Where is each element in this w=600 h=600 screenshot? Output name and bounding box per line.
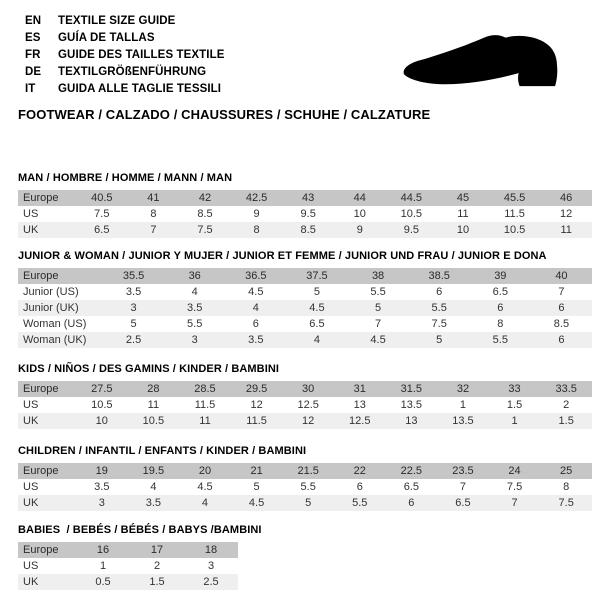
row-label: US: [23, 399, 39, 411]
size-table-man: [18, 172, 592, 238]
row-label: Woman (US): [23, 318, 87, 330]
size-cell: 5: [305, 497, 312, 509]
size-cell: 1: [511, 415, 518, 427]
size-cell: 7: [459, 481, 467, 493]
shoe-icon: [392, 18, 580, 102]
size-cell: 12: [560, 208, 573, 220]
size-cell: 3.5: [187, 302, 203, 314]
size-cell: 11: [457, 208, 469, 220]
size-cell: 37.5: [306, 270, 328, 282]
size-cell: 8: [150, 208, 157, 220]
size-cell: 28.5: [194, 383, 216, 395]
size-cell: 10.5: [400, 208, 423, 220]
size-cell: 11.5: [194, 399, 216, 411]
size-cell: 7: [375, 318, 382, 330]
size-cell: 45.5: [503, 192, 526, 204]
size-cell: 16: [96, 544, 110, 556]
size-cell: 6.5: [403, 481, 419, 493]
size-cell: 8.5: [300, 224, 316, 236]
row-label: UK: [23, 497, 39, 509]
size-cell: 7.5: [197, 224, 213, 236]
size-cell: 20: [198, 465, 212, 477]
size-cell: 13.5: [452, 415, 474, 427]
table-title: BABIES / BEBÉS / BÉBÉS / BABYS /BAMBINI: [18, 524, 262, 536]
language-label: TEXTILE SIZE GUIDE: [58, 15, 176, 27]
table-row: [18, 397, 592, 413]
row-label: UK: [23, 576, 39, 588]
table-row: [18, 463, 592, 479]
size-cell: 10: [95, 415, 108, 427]
table-row: [18, 381, 592, 397]
size-cell: 4: [191, 286, 198, 298]
size-cell: 6.5: [309, 318, 325, 330]
language-code: ES: [25, 32, 41, 44]
size-cell: 5.5: [187, 318, 203, 330]
size-cell: 3: [191, 334, 198, 346]
size-cell: 5: [375, 302, 382, 314]
row-label: US: [23, 560, 39, 572]
size-cell: 2.5: [125, 334, 142, 346]
size-cell: 31: [353, 383, 366, 395]
size-cell: 6: [558, 302, 565, 314]
size-cell: 9.5: [300, 208, 316, 220]
table-row: [18, 495, 592, 511]
row-label: Europe: [23, 544, 59, 556]
size-cell: 5.5: [352, 497, 368, 509]
size-cell: 43: [302, 192, 315, 204]
size-cell: 6: [408, 497, 415, 509]
size-cell: 4: [313, 334, 320, 346]
size-cell: 5.5: [492, 334, 508, 346]
size-cell: 13: [405, 415, 418, 427]
size-cell: 12: [302, 415, 315, 427]
row-label: Woman (UK): [23, 334, 87, 346]
size-cell: 21: [250, 465, 263, 477]
size-cell: 6.5: [455, 497, 471, 509]
size-cell: 7: [511, 497, 518, 509]
size-cell: 33.5: [555, 383, 577, 395]
size-cell: 6: [252, 318, 259, 330]
size-cell: 2: [563, 399, 570, 411]
size-cell: 5.5: [431, 302, 447, 314]
size-cell: 11: [147, 399, 160, 411]
size-cell: 0.5: [95, 576, 111, 588]
size-cell: 4.5: [248, 497, 265, 509]
size-cell: 9: [253, 208, 260, 220]
size-cell: 1: [99, 560, 107, 572]
table-row: [18, 479, 592, 495]
size-cell: 29.5: [245, 383, 268, 395]
language-code: EN: [25, 15, 42, 27]
size-cell: 3: [207, 560, 215, 572]
size-cell: 10.5: [91, 399, 113, 411]
size-cell: 32: [456, 383, 470, 395]
size-cell: 3.5: [125, 286, 142, 298]
table-row: [18, 558, 238, 574]
table-row: [18, 413, 592, 429]
size-cell: 6.5: [94, 224, 110, 236]
size-cell: 38.5: [428, 270, 450, 282]
size-cell: 44.5: [400, 192, 423, 204]
size-cell: 3.5: [145, 497, 162, 509]
size-cell: 3.5: [248, 334, 264, 346]
size-cell: 2.5: [203, 576, 219, 588]
size-cell: 33: [508, 383, 521, 395]
size-cell: 4.5: [248, 286, 264, 298]
size-cell: 6: [356, 481, 363, 493]
table-title: CHILDREN / INFANTIL / ENFANTS / KINDER / BAMBINI: [18, 445, 307, 457]
size-cell: 21.5: [297, 465, 319, 477]
table-row: [18, 190, 592, 206]
size-cell: 8.5: [197, 208, 213, 220]
size-cell: 22: [353, 465, 366, 477]
size-cell: 45: [456, 192, 470, 204]
language-label: GUIDA ALLE TAGLIE TESSILI: [58, 83, 222, 95]
size-cell: 19: [95, 465, 108, 477]
size-cell: 6: [436, 286, 443, 298]
size-cell: 46: [560, 192, 573, 204]
size-cell: 17: [150, 544, 164, 556]
size-cell: 5: [313, 286, 320, 298]
size-cell: 5.5: [370, 286, 386, 298]
size-cell: 11.5: [246, 415, 267, 427]
size-cell: 7: [558, 286, 565, 298]
size-cell: 8.5: [553, 318, 570, 330]
table-title: JUNIOR & WOMAN / JUNIOR Y MUJER / JUNIOR ET FEMME / JUNIOR UND FRAU / JUNIOR E DONA: [18, 250, 547, 262]
size-cell: 10.5: [503, 224, 526, 236]
table-row: [18, 316, 592, 332]
size-cell: 11: [199, 415, 211, 427]
size-cell: 44: [353, 192, 366, 204]
size-cell: 5: [130, 318, 137, 330]
size-cell: 8: [497, 318, 504, 330]
size-cell: 10: [456, 224, 470, 236]
size-cell: 23.5: [452, 465, 474, 477]
row-label: US: [23, 208, 39, 220]
size-cell: 12: [250, 399, 263, 411]
size-cell: 6: [558, 334, 565, 346]
size-cell: 19.5: [142, 465, 165, 477]
row-label: Europe: [23, 383, 59, 395]
size-cell: 12.5: [297, 399, 319, 411]
row-label: Junior (US): [23, 286, 79, 298]
size-tables: [18, 172, 592, 590]
language-code: DE: [25, 66, 42, 78]
size-cell: 1.5: [149, 576, 165, 588]
table-row: [18, 300, 592, 316]
table-row: [18, 222, 592, 238]
size-cell: 35.5: [122, 270, 145, 282]
size-cell: 11: [560, 224, 572, 236]
row-label: Europe: [23, 270, 59, 282]
size-cell: 5: [436, 334, 443, 346]
language-label: GUIDE DES TAILLES TEXTILE: [58, 49, 225, 61]
size-cell: 18: [204, 544, 218, 556]
size-cell: 41: [147, 192, 160, 204]
size-table-children: [18, 445, 592, 511]
size-cell: 13.5: [400, 399, 423, 411]
size-cell: 42: [198, 192, 212, 204]
size-cell: 39: [494, 270, 507, 282]
size-cell: 6: [497, 302, 504, 314]
row-label: Europe: [23, 465, 59, 477]
size-cell: 22.5: [400, 465, 423, 477]
size-cell: 36.5: [245, 270, 267, 282]
size-cell: 27.5: [91, 383, 113, 395]
size-cell: 4.5: [309, 302, 325, 314]
size-cell: 36: [188, 270, 201, 282]
size-cell: 7.5: [558, 497, 574, 509]
size-cell: 38: [371, 270, 385, 282]
size-grid: [18, 463, 592, 511]
language-code: IT: [25, 83, 36, 95]
row-label: UK: [23, 224, 39, 236]
size-cell: 1.5: [506, 399, 523, 411]
size-cell: 9: [356, 224, 363, 236]
size-cell: 6.5: [492, 286, 508, 298]
row-label: UK: [23, 415, 39, 427]
language-code: FR: [25, 49, 41, 61]
table-title: KIDS / NIÑOS / DES GAMINS / KINDER / BAMBINI: [18, 363, 280, 375]
size-cell: 28: [147, 383, 160, 395]
size-cell: 10: [353, 208, 366, 220]
size-cell: 3.5: [94, 481, 110, 493]
size-cell: 7.5: [94, 208, 110, 220]
size-cell: 3: [98, 497, 105, 509]
table-row: [18, 284, 592, 300]
size-cell: 24: [508, 465, 521, 477]
size-table-junior-woman: [18, 250, 592, 348]
size-cell: 40.5: [91, 192, 113, 204]
size-cell: 7.5: [506, 481, 523, 493]
size-table-kids: [18, 363, 592, 429]
size-cell: 12.5: [349, 415, 371, 427]
table-row: [18, 268, 592, 284]
size-cell: 13: [353, 399, 366, 411]
table-title: MAN / HOMBRE / HOMME / MANN / MAN: [18, 172, 233, 184]
size-cell: 4: [150, 481, 157, 493]
row-label: Junior (UK): [23, 302, 79, 314]
language-label: TEXTILGRÖßENFÜHRUNG: [58, 66, 207, 78]
size-cell: 3: [130, 302, 137, 314]
size-cell: 7: [150, 224, 157, 236]
table-row: [18, 332, 592, 348]
language-list: [25, 13, 225, 98]
size-grid: [18, 190, 592, 238]
size-cell: 42.5: [245, 192, 268, 204]
size-cell: 5.5: [300, 481, 316, 493]
size-cell: 1.5: [558, 415, 574, 427]
table-row: [18, 206, 592, 222]
size-table-babies: [18, 524, 592, 590]
size-grid: [18, 268, 592, 348]
size-cell: 2: [153, 560, 161, 572]
category-title: FOOTWEAR / CALZADO / CHAUSSURES / SCHUHE / CALZATURE: [18, 107, 431, 122]
size-cell: 4: [252, 302, 259, 314]
size-cell: 10.5: [142, 415, 165, 427]
size-cell: 4.5: [370, 334, 386, 346]
size-cell: 1: [459, 399, 467, 411]
table-row: [18, 574, 238, 590]
size-cell: 31.5: [400, 383, 423, 395]
size-cell: 8: [253, 224, 260, 236]
size-cell: 30: [302, 383, 315, 395]
language-label: GUÍA DE TALLAS: [58, 32, 155, 44]
size-cell: 7.5: [431, 318, 447, 330]
size-cell: 8: [563, 481, 570, 493]
size-cell: 4: [201, 497, 209, 509]
size-cell: 11.5: [504, 208, 525, 220]
row-label: Europe: [23, 192, 59, 204]
size-cell: 4.5: [197, 481, 213, 493]
size-grid: [18, 381, 592, 429]
size-cell: 9.5: [403, 224, 419, 236]
table-row: [18, 542, 238, 558]
row-label: US: [23, 481, 39, 493]
size-cell: 40: [555, 270, 568, 282]
size-cell: 5: [253, 481, 260, 493]
size-grid: [18, 542, 238, 590]
size-cell: 25: [560, 465, 573, 477]
